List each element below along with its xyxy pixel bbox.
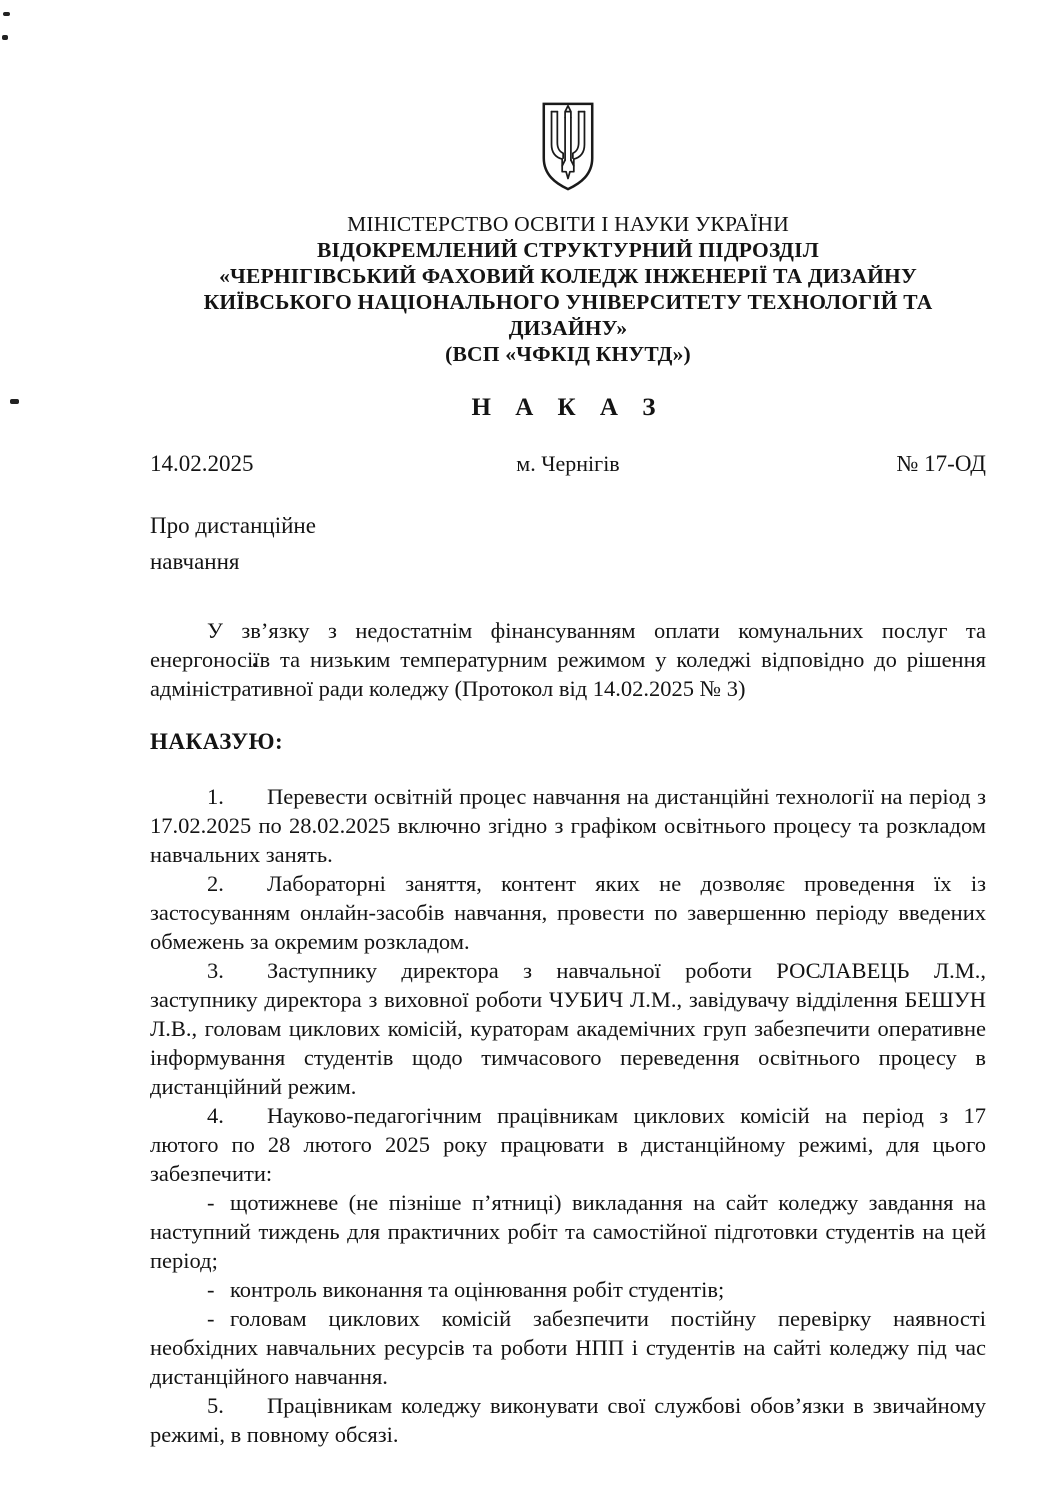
order-item-4-bullet-3	[150, 1304, 986, 1391]
org-name-line1: ВІДОКРЕМЛЕНИЙ СТРУКТУРНИЙ ПІДРОЗДІЛ	[317, 238, 819, 262]
item-text: Перевести освітній процес навчання на дистанційні технології на період з 17.02.2025 по 28.02.2025 включно згідно з графіком освітнього процесу та розкладом навчальних занять.	[150, 784, 986, 867]
order-item-5	[150, 1391, 986, 1449]
item-dash: -	[207, 1306, 215, 1331]
decree-heading: НАКАЗУЮ:	[150, 729, 284, 754]
order-city: м. Чернігів	[516, 451, 620, 476]
org-abbreviation: (ВСП «ЧФКІД КНУТД»)	[445, 342, 691, 366]
item-number: 1.	[207, 784, 224, 809]
item-number: 4.	[207, 1103, 224, 1128]
ministry-name: МІНІСТЕРСТВО ОСВІТИ І НАУКИ УКРАЇНИ	[347, 212, 789, 236]
document-page	[150, 0, 986, 1449]
item-number: 5.	[207, 1393, 224, 1418]
item-text: Заступнику директора з навчальної роботи РОСЛАВЕЦЬ Л.М., заступнику директора з виховної роботи ЧУБИЧ Л.М., завідувачу відділення БЕШУН Л.В., головам циклових комісій, кураторам академічних груп забезпечити оперативне інформування студентів щодо тимчасового переведення освітнього процесу в дистанційний режим.	[150, 958, 986, 1099]
item-text: Науково-педагогічним працівникам циклових комісій на період з 17 лютого по 28 лютого 2025 року працювати в дистанційному режимі, для цього забезпечити:	[150, 1103, 986, 1186]
order-item-4-bullet-1	[150, 1188, 986, 1275]
order-items	[150, 782, 986, 1449]
order-date: 14.02.2025	[150, 451, 254, 476]
item-text: Лабораторні заняття, контент яких не дозволяє проведення їх із застосуванням онлайн-засобів навчання, провести по завершенню періоду введених обмежень за окремим розкладом.	[150, 871, 986, 954]
item-number: 2.	[207, 871, 224, 896]
scan-speck-artifact	[2, 35, 8, 40]
order-number: № 17-ОД	[896, 451, 986, 476]
subject-line2: навчання	[150, 549, 240, 574]
scan-speck-artifact	[10, 399, 19, 404]
item-text: контроль виконання та оцінювання робіт студентів;	[230, 1277, 725, 1302]
order-item-4-bullet-2	[150, 1275, 986, 1304]
document-header	[150, 211, 986, 367]
org-name-line3: КИЇВСЬКОГО НАЦІОНАЛЬНОГО УНІВЕРСИТЕТУ ТЕХНОЛОГІЙ ТА ДИЗАЙНУ»	[203, 290, 933, 340]
order-item-1	[150, 782, 986, 869]
item-text: щотижневе (не пізніше п’ятниці) викладання на сайт коледжу завдання на наступний тиждень для практичних робіт та самостійної підготовки студентів на цей період;	[150, 1190, 986, 1273]
order-title: Н А К А З	[471, 394, 665, 421]
item-text: Працівникам коледжу виконувати свої службові обов’язки в звичайному режимі, в повному обсязі.	[150, 1393, 986, 1447]
item-text: головам циклових комісій забезпечити постійну перевірку наявності необхідних навчальних ресурсів та роботи НПП і студентів на сайті коледжу під час дистанційного навчання.	[150, 1306, 986, 1389]
order-meta-row	[150, 451, 986, 477]
order-subject	[150, 508, 986, 580]
order-item-4	[150, 1101, 986, 1188]
org-name-line2: «ЧЕРНІГІВСЬКИЙ ФАХОВИЙ КОЛЕДЖ ІНЖЕНЕРІЇ ТА ДИЗАЙНУ	[219, 264, 917, 288]
order-item-2	[150, 869, 986, 956]
item-dash: -	[207, 1277, 215, 1302]
scan-speck-artifact	[3, 12, 10, 16]
subject-line1: Про дистанційне	[150, 513, 316, 538]
emblem-container	[150, 100, 986, 198]
order-item-3	[150, 956, 986, 1101]
item-number: 3.	[207, 958, 224, 983]
order-preamble: У зв’язку з недостатнім фінансуванням оплати комунальних послуг та енергоносіїв та низьким температурним режимом у коледжі відповідно до рішення адміністративної ради коледжу (Протокол від 14.02.2025 № 3)	[150, 618, 986, 701]
item-dash: -	[207, 1190, 215, 1215]
ukraine-trident-emblem-icon	[537, 100, 599, 193]
